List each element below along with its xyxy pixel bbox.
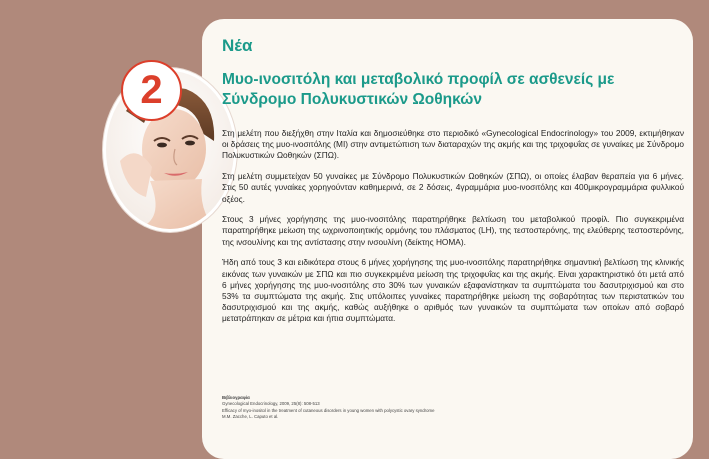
references <box>222 395 684 421</box>
article-title: Μυο-ινοσιτόλη και μεταβολικό προφίλ σε ασθενείς με Σύνδρομο Πολυκυστικών Ωοθηκών <box>222 71 615 108</box>
section-label: Νέα <box>222 36 253 55</box>
reference-line: Efficacy of myo-inositol in the treatment of cutaneous disorders in young women with polycystic ovary syndrome <box>222 407 435 413</box>
article-paragraph: Στη μελέτη συμμετείχαν 50 γυναίκες με Σύνδρομο Πολυκυστικών Ωοθηκών (ΣΠΩ), οι οποίες έλαβαν θεραπεία για 6 μήνες. Στις 50 αυτές γυναίκες χορηγούνταν καθημερινά, σε 2 δόσεις, 4γραμμάρια μυο-ινοσιτόλης και 400μικρογραμμάρια φυλλικού οξέος. <box>222 171 684 204</box>
article-paragraph: Στους 3 μήνες χορήγησης της μυο-ινοσιτόλης παρατηρήθηκε βελτίωση του μεταβολικού προφίλ. Πιο συγκεκριμένα παρατηρήθηκε μείωση της ωχρινοποιητικής ορμόνης του πλάσματος (LH), της τεστοστερόνης, της ελεύθερης τεστοστερόνης, της ινσουλίνης και της αντίστασης στην ινσουλίνη (δείκτης HOMA). <box>222 214 684 247</box>
article-body <box>222 128 684 334</box>
article-number-badge: 2 <box>121 60 182 121</box>
article-paragraph: Στη μελέτη που διεξήχθη στην Ιταλία και δημοσιεύθηκε στο περιοδικό «Gynecological Endocrinology» του 2009, εκτιμήθηκαν οι δράσεις της μυο-ινοσιτόλης (MI) στην αντιμετώπιση των διαταραχών της ακμής και της τριχοφυΐας σε γυναίκες με Σύνδρομο Πολυκυστικών Ωοθηκών (ΣΠΩ). <box>222 128 684 161</box>
reference-line: M.M. Zacche, L. Caputo et al. <box>222 414 279 420</box>
reference-line: Gynecological Endocrinology, 2009, 25(8): 508-513 <box>222 401 320 407</box>
references-header: Βιβλιογραφία <box>222 395 250 400</box>
article-paragraph: Ήδη από τους 3 και ειδικότερα στους 6 μήνες χορήγησης της μυο-ινοσιτόλης παρατηρήθηκε σημαντική βελτίωση της κλινικής εικόνας των γυναικών με ΣΠΩ και πιο συγκεκριμένα μείωση της τριχοφυΐας και της ακμής. Είναι χαρακτηριστικό ότι μετά από 6 μήνες χορήγησης της μυο-ινοσιτόλης στο 30% των γυναικών εξαφανίστηκαν τα συμπτώματα του δασυτριχισμού και στο 53% τα συμπτώματα της ακμής. Στις υπόλοιπες γυναίκες παρατηρήθηκε μείωση της σοβαρότητας των περιστατικών του δασυτριχισμού και της ακμής, καθώς αυξήθηκε ο αριθμός των γυναικών τα συμπτώματα των οποίων από σοβαρό μετατράπηκαν σε μέτρια και ήπια συμπτώματα. <box>222 257 684 324</box>
